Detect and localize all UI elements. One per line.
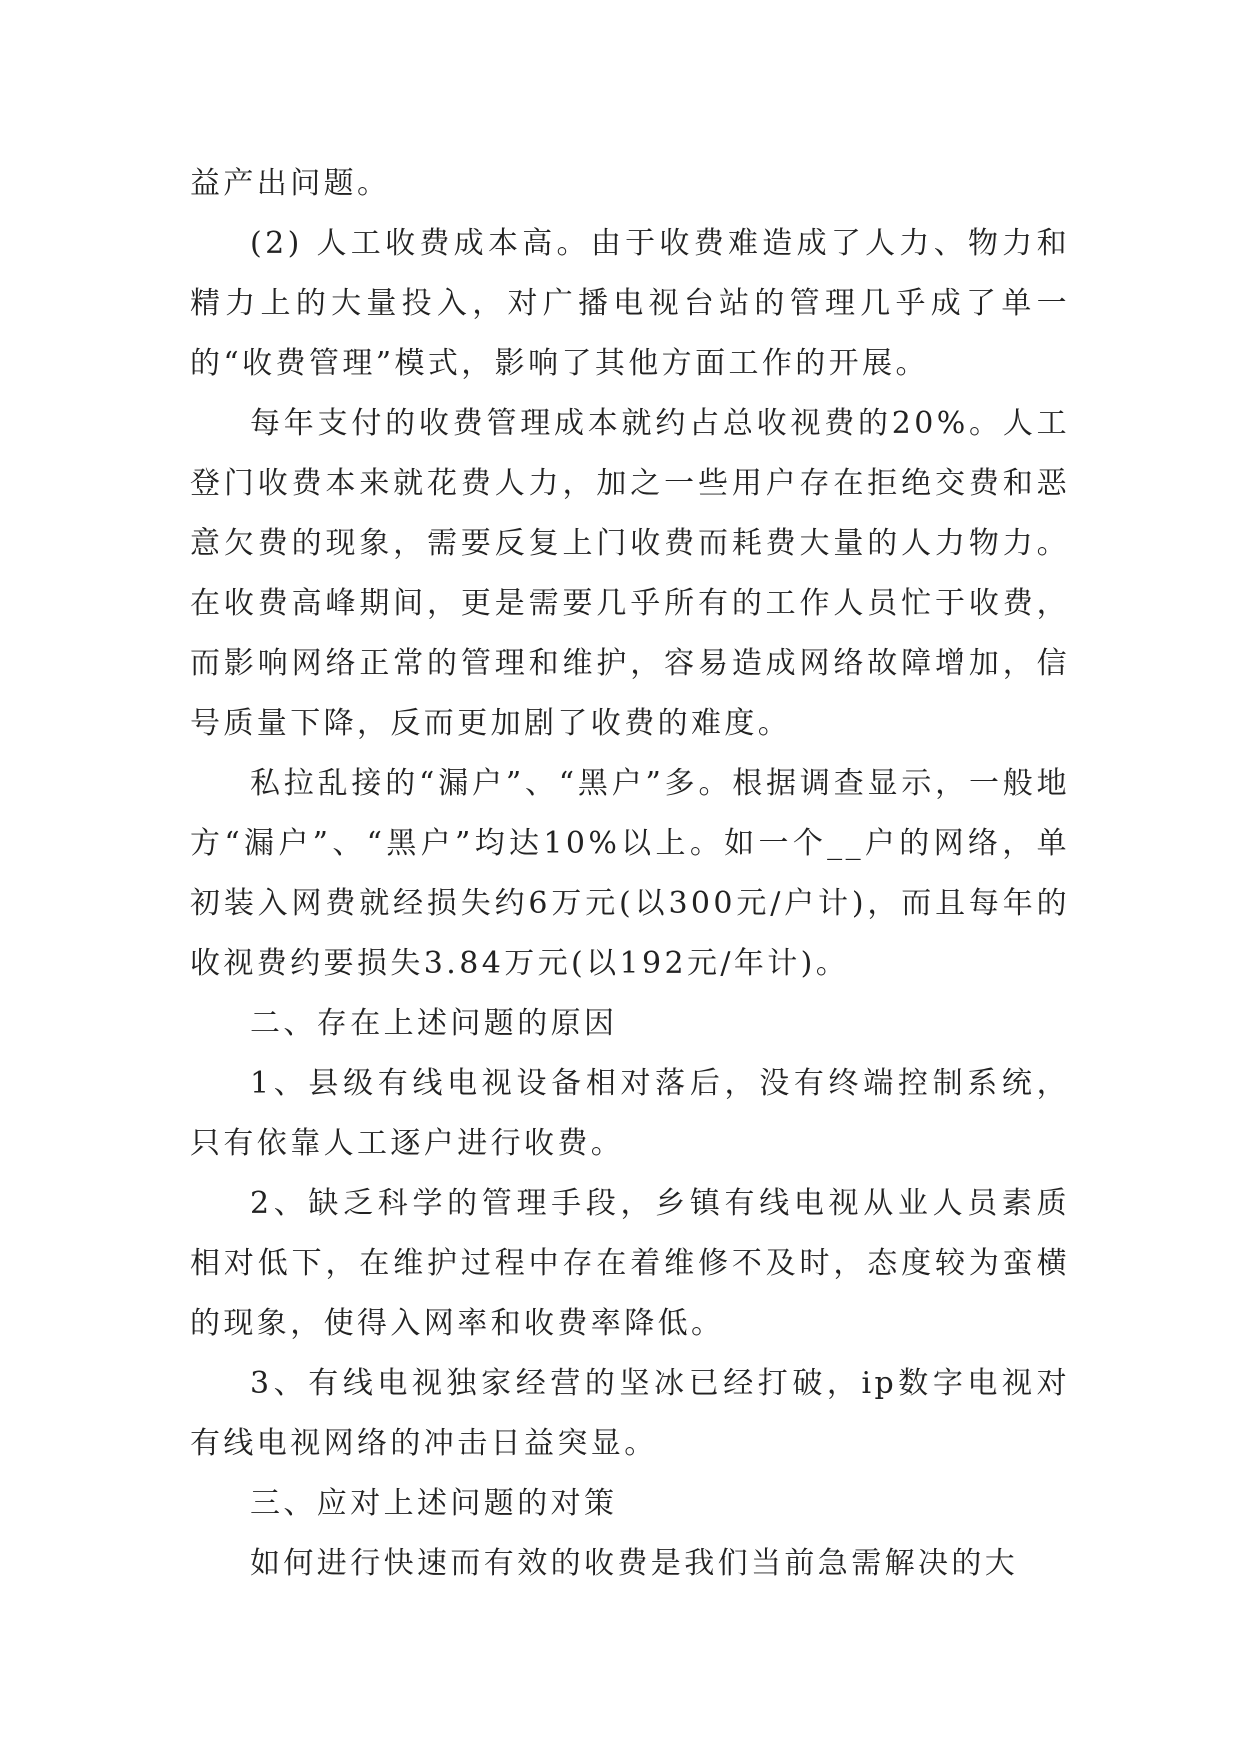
section-heading-2: 二、存在上述问题的原因 [250,1006,618,1041]
paragraph-1: 益产出问题。 [190,166,391,201]
paragraph-7: 2、缺乏科学的管理手段，乡镇有线电视从业人员素质相对低下，在维护过程中存在着维修不及时，态度较为蛮横的现象，使得入网率和收费率降低。 [190,1186,1070,1341]
paragraph-10: 如何进行快速而有效的收费是我们当前急需解决的大 [250,1546,1019,1581]
paragraph-8: 3、有线电视独家经营的坚冰已经打破，ip数字电视对有线电视网络的冲击日益突显。 [190,1366,1070,1461]
document-body [190,154,1070,1594]
section-heading-3: 三、应对上述问题的对策 [250,1486,618,1521]
paragraph-2: (2) 人工收费成本高。由于收费难造成了人力、物力和精力上的大量投入，对广播电视台站的管理几乎成了单一的“收费管理”模式，影响了其他方面工作的开展。 [190,226,1070,381]
paragraph-4: 私拉乱接的“漏户”、“黑户”多。根据调查显示，一般地方“漏户”、“黑户”均达10%以上。如一个__户的网络，单初装入网费就经损失约6万元(以300元/户计)，而且每年的收视费约要损失3.84万元(以192元/年计)。 [190,766,1070,981]
paragraph-3: 每年支付的收费管理成本就约占总收视费的20%。人工登门收费本来就花费人力，加之一些用户存在拒绝交费和恶意欠费的现象，需要反复上门收费而耗费大量的人力物力。在收费高峰期间，更是需要几乎所有的工作人员忙于收费，而影响网络正常的管理和维护，容易造成网络故障增加，信号质量下降，反而更加剧了收费的难度。 [190,406,1070,741]
paragraph-6: 1、县级有线电视设备相对落后，没有终端控制系统，只有依靠人工逐户进行收费。 [190,1066,1070,1161]
